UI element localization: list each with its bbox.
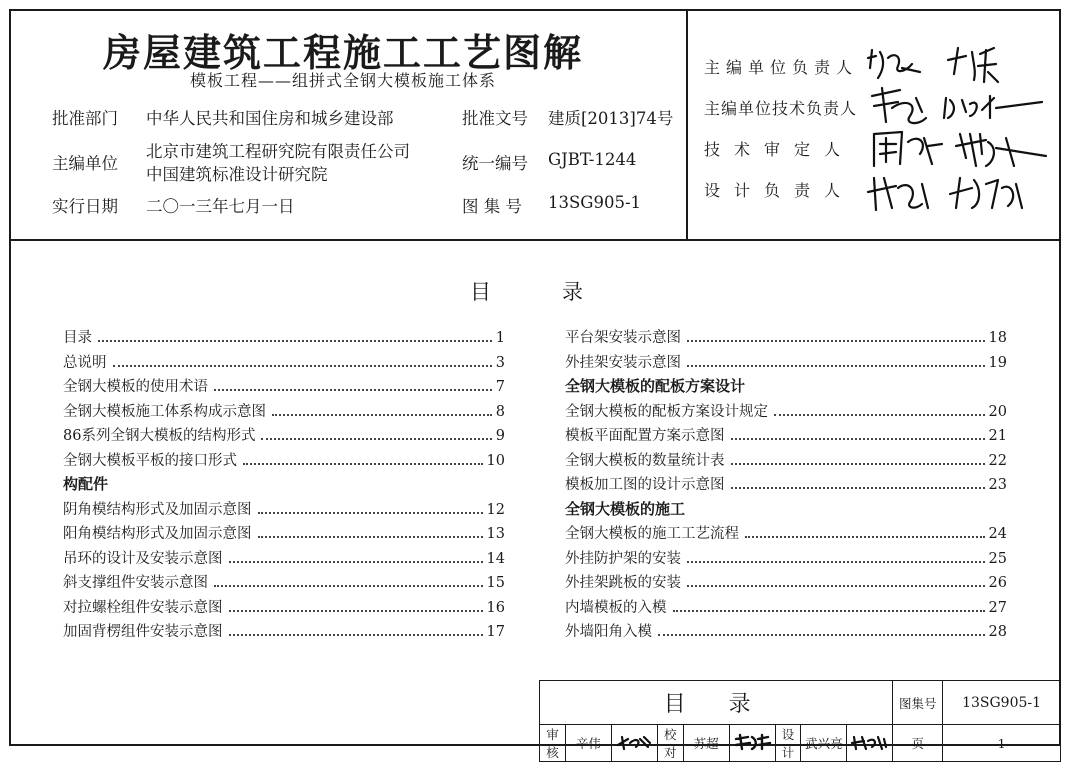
toc-leader-dots (258, 512, 483, 514)
toc-entry-title: 模板加工图的设计示意图 (565, 477, 725, 493)
approval-dept-label: 批准部门 (52, 109, 118, 128)
toc-entry-page: 26 (988, 575, 1007, 591)
toc-entry[interactable] (63, 449, 505, 474)
editor-unit-label: 主编单位 (52, 154, 118, 173)
toc-leader-dots (687, 561, 985, 563)
header-vertical-divider (686, 9, 688, 240)
atlas-no-label: 图 集 号 (462, 197, 522, 216)
signatures-block (862, 38, 1052, 218)
toc-entry-page: 18 (988, 330, 1007, 346)
toc-entry-page: 13 (486, 526, 505, 542)
check-label: 校对 (657, 725, 683, 762)
toc-entry-page: 17 (486, 624, 505, 640)
toc-leader-dots (731, 487, 985, 489)
toc-entry-page: 27 (988, 599, 1007, 616)
design-signature (847, 725, 893, 762)
toc-leader-dots (658, 634, 985, 636)
toc-entry-page: 20 (988, 403, 1007, 420)
toc-entry[interactable] (565, 620, 1007, 645)
toc-leader-dots (113, 365, 492, 367)
approval-no: 建质[2013]74号 (548, 109, 674, 128)
toc-entry[interactable] (63, 400, 505, 425)
review-name: 辛伟 (565, 725, 611, 762)
toc-entry-page: 1 (495, 330, 505, 346)
toc-entry-title: 全钢大模板的使用术语 (63, 379, 208, 395)
signature-tech-review-1 (874, 132, 942, 166)
toc-entry-page: 19 (988, 354, 1007, 371)
toc-entry[interactable] (565, 571, 1007, 596)
title-block-atlas-no: 13SG905-1 (943, 681, 1061, 725)
toc-leader-dots (731, 463, 985, 465)
toc-entry-title: 吊环的设计及安装示意图 (63, 550, 223, 567)
toc-entry-page: 7 (495, 379, 505, 395)
page-number: 1 (943, 725, 1061, 762)
toc-entry-page: 9 (495, 428, 505, 444)
signature-design-lead-2 (950, 178, 1022, 208)
toc-leader-dots (687, 585, 985, 587)
toc-entry-page: 21 (988, 428, 1007, 444)
toc-entry-title: 全钢大模板的数量统计表 (565, 452, 725, 469)
toc-title-left: 目 (470, 280, 491, 304)
effective-date-label: 实行日期 (52, 197, 118, 216)
toc-entry-title: 阳角模结构形式及加固示意图 (63, 526, 252, 542)
toc-section-heading: 构配件 (63, 475, 109, 493)
editor-unit-1: 北京市建筑工程研究院有限责任公司 (146, 142, 410, 161)
toc-leader-dots (214, 585, 483, 587)
toc-leader-dots (261, 438, 491, 440)
toc-entry-page: 23 (988, 477, 1007, 493)
toc-entry-title: 外挂防护架的安装 (565, 550, 681, 567)
toc-leader-dots (272, 414, 492, 416)
toc-section-heading: 全钢大模板的配板方案设计 (565, 377, 746, 395)
toc-leader-dots (243, 463, 483, 465)
toc-leader-dots (258, 536, 483, 538)
toc-leader-dots (673, 610, 985, 612)
toc-entry[interactable] (63, 571, 505, 596)
unified-no: GJBT-1244 (548, 150, 637, 169)
toc-section-heading: 全钢大模板的施工 (565, 499, 686, 518)
signature-tech-review-2 (956, 134, 1046, 166)
toc-leader-dots (98, 340, 492, 342)
toc-entry[interactable] (565, 547, 1007, 572)
toc-entry-page: 16 (486, 599, 505, 616)
toc-leader-dots (731, 438, 985, 440)
toc-leader-dots (229, 610, 483, 612)
toc-entry-title: 外挂架安装示意图 (565, 354, 681, 371)
toc-entry[interactable] (565, 522, 1007, 547)
toc-entry-page: 14 (486, 550, 505, 567)
toc-entry-title: 86系列全钢大模板的结构形式 (63, 428, 256, 444)
tech-review-label: 技术审定人 (704, 140, 855, 159)
toc-leader-dots (229, 634, 483, 636)
toc-entry-title: 内墙模板的入模 (565, 599, 667, 616)
approval-no-label: 批准文号 (462, 109, 528, 128)
toc-leader-dots (687, 365, 985, 367)
toc-entry-page: 22 (988, 452, 1007, 469)
atlas-no: 13SG905-1 (548, 193, 642, 212)
design-lead-label: 设计负责人 (704, 181, 855, 200)
toc-leader-dots (214, 389, 492, 391)
toc-left-column (63, 326, 505, 645)
main-title: 房屋建筑工程施工工艺图解 (102, 31, 583, 75)
unified-no-label: 统一编号 (462, 154, 528, 173)
toc-entry-title: 全钢大模板施工体系构成示意图 (63, 403, 266, 420)
approval-dept: 中华人民共和国住房和城乡建设部 (146, 109, 394, 128)
toc-entry-page: 8 (495, 403, 505, 420)
toc-entry-title: 目录 (63, 330, 92, 346)
toc-entry[interactable] (565, 449, 1007, 474)
subtitle: 模板工程——组拼式全钢大模板施工体系 (189, 71, 496, 90)
toc-entry-page: 10 (486, 452, 505, 469)
header-divider (9, 239, 1061, 241)
toc-entry-title: 全钢大模板的配板方案设计规定 (565, 403, 768, 420)
toc-entry[interactable] (63, 620, 505, 645)
toc-entry-title: 模板平面配置方案示意图 (565, 428, 725, 444)
chief-editor-label: 主编单位负责人 (704, 58, 859, 77)
toc-entry-page: 12 (486, 501, 505, 518)
toc-leader-dots (687, 340, 985, 342)
signature-chief-editor-1 (868, 50, 920, 78)
tech-lead-label: 主编单位技术负责人 (704, 99, 858, 118)
signature-tech-lead-2 (944, 96, 1042, 118)
check-name: 苏超 (683, 725, 729, 762)
title-block-title: 目 录 (540, 681, 893, 725)
toc-entry[interactable] (63, 522, 505, 547)
toc-entry-title: 阴角模结构形式及加固示意图 (63, 501, 252, 518)
check-signature (729, 725, 775, 762)
toc-entry-title: 加固背楞组件安装示意图 (63, 624, 223, 640)
toc-entry-page: 25 (988, 550, 1007, 567)
toc-entry[interactable] (63, 424, 505, 449)
toc-entry-title: 外挂架跳板的安装 (565, 575, 681, 591)
design-name: 武兴亮 (801, 725, 847, 762)
toc-entry-title: 平台架安装示意图 (565, 330, 681, 346)
toc-entry[interactable] (565, 400, 1007, 425)
signature-tech-lead-1 (872, 88, 926, 123)
toc-entry-page: 3 (495, 354, 505, 371)
toc-entry-title: 全钢大模板的施工工艺流程 (565, 526, 739, 542)
editor-unit-2: 中国建筑标准设计研究院 (146, 165, 328, 184)
title-block-atlas-label: 图集号 (893, 681, 943, 725)
toc-entry[interactable] (565, 326, 1007, 351)
review-label: 审核 (540, 725, 566, 762)
toc-entry-title: 外墙阳角入模 (565, 624, 652, 640)
toc-entry-title: 总说明 (63, 354, 107, 371)
toc-entry-title: 斜支撑组件安装示意图 (63, 575, 208, 591)
toc-entry[interactable] (565, 596, 1007, 621)
toc-entry-page: 24 (988, 526, 1007, 542)
page-label: 页 (893, 725, 943, 762)
toc-leader-dots (774, 414, 985, 416)
toc-leader-dots (229, 561, 483, 563)
signature-chief-editor-2 (948, 48, 998, 82)
toc-entry[interactable] (63, 326, 505, 351)
toc-entry[interactable] (63, 351, 505, 376)
toc-entry[interactable] (63, 375, 505, 400)
toc-entry[interactable] (63, 596, 505, 621)
toc-title-right: 录 (562, 280, 583, 304)
review-signature (611, 725, 657, 762)
toc-entry[interactable] (565, 473, 1007, 498)
toc-entry-page: 28 (988, 624, 1007, 640)
toc-entry[interactable] (565, 424, 1007, 449)
toc-entry-title: 对拉螺栓组件安装示意图 (63, 599, 223, 616)
toc-right-column (565, 326, 1007, 645)
toc-entry-title: 全钢大模板平板的接口形式 (63, 452, 237, 469)
toc-entry-page: 15 (486, 575, 505, 591)
toc-leader-dots (745, 536, 985, 538)
toc-entry[interactable] (63, 547, 505, 572)
signature-design-lead-1 (868, 178, 928, 210)
toc-entry[interactable] (63, 498, 505, 523)
design-label: 设计 (775, 725, 801, 762)
title-block (539, 680, 1061, 762)
effective-date: 二〇一三年七月一日 (146, 197, 295, 216)
toc-entry[interactable] (565, 351, 1007, 376)
